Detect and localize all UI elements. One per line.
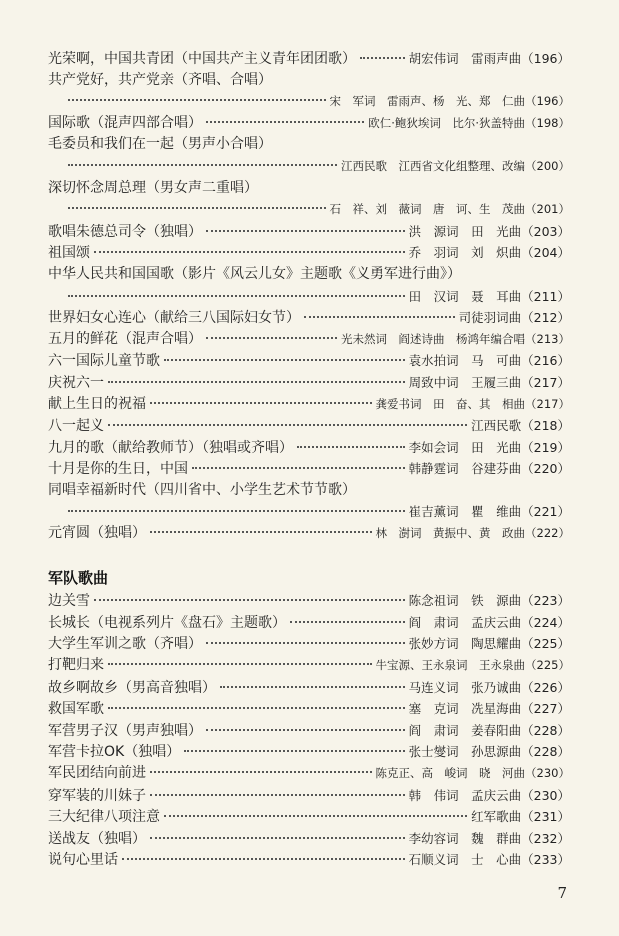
entry-title: 说句心里话 xyxy=(48,852,118,869)
toc-list-general xyxy=(48,48,570,545)
toc-entry xyxy=(48,437,570,459)
entry-title: 穿军装的川妹子 xyxy=(48,787,146,804)
entry-credit: 龚爱书词 田 奋、其 相曲（217） xyxy=(375,396,570,411)
entry-credit: 牛宝源、王永泉词 王永泉曲（225） xyxy=(375,658,570,673)
toc-entry xyxy=(48,329,570,351)
dot-leader xyxy=(150,794,405,796)
entry-title: 国际歌（混声四部合唱） xyxy=(48,114,202,131)
entry-title: 军营男子汉（男声独唱） xyxy=(48,722,202,739)
dot-leader xyxy=(150,771,372,773)
dot-leader xyxy=(68,295,405,297)
entry-credit: 胡宏伟词 雷雨声曲（196） xyxy=(408,51,570,66)
entry-title: 共产党好，共产党亲（齐唱、合唱） xyxy=(48,71,272,88)
entry-title: 故乡啊故乡（男高音独唱） xyxy=(48,679,216,696)
toc-list-military-songs xyxy=(48,590,570,871)
entry-title: 献上生日的祝福 xyxy=(48,395,146,412)
toc-entry xyxy=(48,741,570,763)
dot-leader xyxy=(192,467,405,469)
entry-credit: 林 澍词 黄振中、黄 政曲（222） xyxy=(375,526,570,541)
entry-credit: 石顺义词 士 心曲（233） xyxy=(408,852,570,868)
toc-entry xyxy=(48,612,570,634)
page-number: 7 xyxy=(557,884,567,902)
toc-entry xyxy=(48,70,570,92)
entry-credit: 阎 肃词 姜春阳曲（228） xyxy=(408,722,570,738)
entry-credit: 宋 军词 雷雨声、杨 光、郑 仁曲（196） xyxy=(329,94,570,109)
toc-entry xyxy=(48,763,570,785)
toc-entry xyxy=(48,156,570,178)
entry-credit: 塞 克词 冼星海曲（227） xyxy=(408,701,570,717)
toc-entry xyxy=(48,806,570,828)
toc-entry xyxy=(48,178,570,200)
entry-title: 十月是你的生日，中国 xyxy=(48,461,188,478)
toc-entry xyxy=(48,828,570,850)
toc-entry xyxy=(48,264,570,286)
entry-credit: 张妙方词 陶思耀曲（225） xyxy=(408,636,570,652)
dot-leader xyxy=(108,663,372,665)
entry-credit: 田 汉词 聂 耳曲（211） xyxy=(408,288,570,304)
entry-credit: 红军歌曲（231） xyxy=(471,809,570,825)
dot-leader xyxy=(206,230,405,232)
dot-leader xyxy=(304,316,455,318)
dot-leader xyxy=(164,815,467,817)
dot-leader xyxy=(68,99,326,101)
table-of-contents xyxy=(48,48,570,871)
toc-entry xyxy=(48,677,570,699)
toc-entry xyxy=(48,655,570,677)
toc-entry xyxy=(48,633,570,655)
toc-entry xyxy=(48,134,570,156)
dot-leader xyxy=(94,599,405,601)
entry-credit: 陈克正、高 峻词 晓 河曲（230） xyxy=(375,766,570,780)
toc-entry xyxy=(48,394,570,416)
entry-credit: 李如会词 田 光曲（219） xyxy=(408,439,570,455)
entry-credit: 光未然词 阎述诗曲 杨鸿年编合唱（213） xyxy=(341,331,570,346)
dot-leader xyxy=(206,642,405,644)
toc-entry xyxy=(48,48,570,70)
entry-title: 大学生军训之歌（齐唱） xyxy=(48,636,202,653)
dot-leader xyxy=(108,707,405,709)
toc-entry xyxy=(48,372,570,394)
toc-entry xyxy=(48,698,570,720)
dot-leader xyxy=(206,337,337,339)
dot-leader xyxy=(68,510,405,512)
entry-credit: 阎 肃词 孟庆云曲（224） xyxy=(408,614,570,630)
entry-title: 元宵圆（独唱） xyxy=(48,525,146,542)
entry-title: 庆祝六一 xyxy=(48,374,104,391)
entry-title: 祖国颂 xyxy=(48,245,90,262)
dot-leader xyxy=(94,251,405,253)
entry-credit: 江西民歌 江西省文化组整理、改编（200） xyxy=(341,158,570,173)
dot-leader xyxy=(290,621,405,623)
entry-title: 同唱幸福新时代（四川省中、小学生艺术节节歌） xyxy=(48,481,356,498)
entry-credit: 袁水拍词 马 可曲（216） xyxy=(408,353,570,369)
section-heading: 军队歌曲 xyxy=(48,569,109,588)
entry-credit: 欧仁·鲍狄埃词 比尔·狄盖特曲（198） xyxy=(368,115,570,130)
entry-title: 世界妇女心连心（献给三八国际妇女节） xyxy=(48,310,300,327)
entry-credit: 马连义词 张乃诚曲（226） xyxy=(408,679,570,695)
dot-leader xyxy=(68,164,337,166)
toc-entry xyxy=(48,113,570,135)
dot-leader xyxy=(68,207,326,209)
toc-entry xyxy=(48,242,570,264)
toc-entry xyxy=(48,307,570,329)
entry-title: 歌唱朱德总司令（独唱） xyxy=(48,223,202,240)
dot-leader xyxy=(150,837,405,839)
dot-leader xyxy=(122,858,405,860)
dot-leader xyxy=(220,686,405,688)
entry-title: 八一起义 xyxy=(48,418,104,435)
dot-leader xyxy=(150,402,372,404)
dot-leader xyxy=(108,381,405,383)
entry-title: 五月的鲜花（混声合唱） xyxy=(48,330,202,347)
toc-entry xyxy=(48,415,570,437)
toc-entry xyxy=(48,221,570,243)
entry-credit: 江西民歌（218） xyxy=(471,418,570,434)
toc-entry xyxy=(48,458,570,480)
dot-leader xyxy=(360,57,405,59)
entry-credit: 陈念祖词 铁 源曲（223） xyxy=(408,593,570,609)
dot-leader xyxy=(184,750,404,752)
dot-leader xyxy=(206,729,405,731)
entry-title: 光荣啊，中国共青团（中国共产主义青年团团歌） xyxy=(48,51,356,67)
dot-leader xyxy=(150,531,372,533)
entry-title: 军民团结向前进 xyxy=(48,765,146,781)
dot-leader xyxy=(297,446,405,448)
entry-credit: 石 祥、刘 薇词 唐 诃、生 茂曲（201） xyxy=(329,202,570,217)
toc-entry xyxy=(48,350,570,372)
entry-title: 六一国际儿童节歌 xyxy=(48,353,160,370)
entry-credit: 张士燮词 孙思源曲（228） xyxy=(408,744,570,760)
toc-entry xyxy=(48,480,570,502)
dot-leader xyxy=(164,359,405,361)
entry-title: 长城长（电视系列片《盘石》主题歌） xyxy=(48,614,286,631)
toc-entry xyxy=(48,91,570,113)
entry-title: 深切怀念周总理（男女声二重唱） xyxy=(48,179,258,196)
entry-title: 边关雪 xyxy=(48,593,90,610)
dot-leader xyxy=(206,121,364,123)
toc-entry xyxy=(48,199,570,221)
entry-title: 九月的歌（献给教师节）（独唱或齐唱） xyxy=(48,439,293,456)
toc-entry xyxy=(48,286,570,308)
toc-entry xyxy=(48,720,570,742)
entry-title: 中华人民共和国国歌（影片《风云儿女》主题歌《义勇军进行曲》） xyxy=(48,265,461,282)
toc-entry xyxy=(48,785,570,807)
dot-leader xyxy=(108,424,467,426)
entry-credit: 乔 羽词 刘 炽曲（204） xyxy=(408,245,570,261)
entry-credit: 崔吉薰词 瞿 维曲（221） xyxy=(408,504,570,520)
entry-title: 打靶归来 xyxy=(48,657,104,674)
toc-entry xyxy=(48,523,570,545)
entry-title: 毛委员和我们在一起（男声小合唱） xyxy=(48,136,272,153)
toc-entry xyxy=(48,501,570,523)
entry-title: 送战友（独唱） xyxy=(48,830,146,847)
toc-entry xyxy=(48,849,570,871)
entry-credit: 司徒羽词曲（212） xyxy=(458,310,570,326)
entry-title: 三大纪律八项注意 xyxy=(48,809,160,826)
entry-credit: 韩 伟词 孟庆云曲（230） xyxy=(408,787,570,803)
entry-credit: 韩静霆词 谷建芬曲（220） xyxy=(408,461,570,477)
entry-credit: 李幼容词 魏 群曲（232） xyxy=(408,830,570,846)
entry-title: 军营卡拉OK（独唱） xyxy=(48,744,181,761)
entry-credit: 洪 源词 田 光曲（203） xyxy=(408,223,570,239)
entry-credit: 周致中词 王履三曲（217） xyxy=(408,374,570,390)
toc-entry xyxy=(48,590,570,612)
entry-title: 救国军歌 xyxy=(48,701,104,718)
